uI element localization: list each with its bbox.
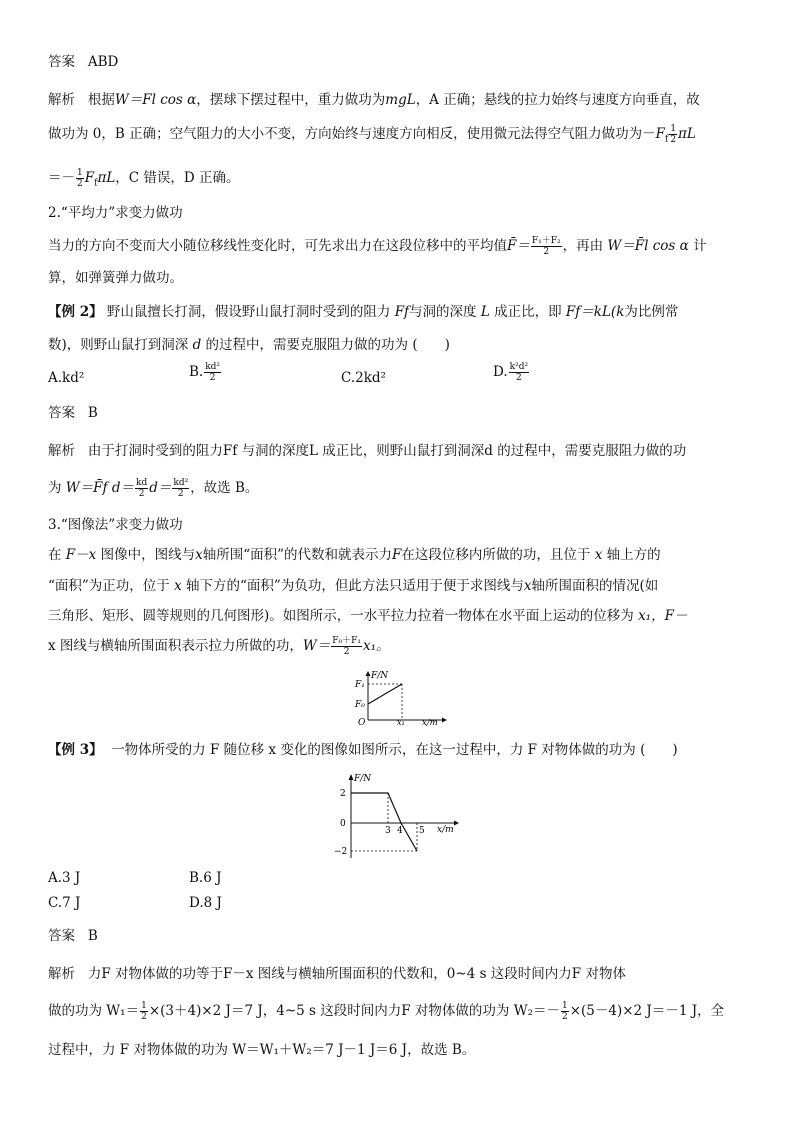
formula: πL	[97, 170, 116, 186]
option-letter: B.	[189, 364, 204, 380]
analysis-3-line-1	[48, 964, 626, 984]
x-axis-arrow	[442, 718, 447, 723]
numerator: 1	[77, 168, 83, 178]
denominator: 2	[670, 135, 677, 145]
tick-3: 3	[385, 826, 391, 836]
section-3-line-2	[48, 576, 658, 596]
option-b	[189, 362, 222, 383]
text: 轴上方的	[606, 547, 661, 563]
analysis-label: 解析	[48, 92, 75, 108]
text: 一物体所受的力 F 随位移 x 变化的图像如图所示，在这一过程中，力 F 对物体做的功为 ( )	[111, 742, 678, 758]
text: 根据	[87, 92, 115, 108]
formula: W＝F̄f d＝	[65, 480, 134, 496]
fraction	[509, 362, 529, 383]
formula: W＝Fl cos α	[114, 92, 197, 108]
section-2-heading: 2.“平均力”求变力做功	[48, 205, 183, 221]
formula: x	[174, 578, 182, 594]
formula: x	[594, 547, 603, 563]
fraction	[561, 1001, 569, 1022]
option-d	[493, 362, 530, 383]
analysis-2-line-2	[48, 478, 258, 499]
numerator: 1	[141, 1001, 147, 1011]
denominator: 2	[209, 373, 216, 383]
formula: F	[392, 547, 402, 563]
text: 成正比，即	[494, 304, 562, 320]
tick-0: 0	[340, 819, 346, 829]
x1-label: x₁	[397, 718, 405, 726]
text: 当力的方向不变而大小随位移线性变化时，可先求出力在这段位移中的平均值	[48, 238, 507, 254]
denominator: 2	[141, 1012, 147, 1022]
option-a: A.3 J	[48, 870, 81, 886]
formula: F－x	[65, 547, 97, 563]
figure-f-x-graph	[330, 770, 470, 862]
section-2-line-1	[48, 236, 707, 257]
text: 在这段位移内所做的功，且位于	[401, 547, 591, 563]
tick-minus-2: −2	[334, 847, 348, 857]
tick-5: 5	[419, 826, 425, 836]
numerator: kd	[135, 478, 148, 488]
formula: mgL	[385, 92, 416, 108]
text: 在	[48, 547, 62, 563]
analysis-label: 解析	[48, 966, 75, 982]
force-curve	[351, 793, 417, 851]
denominator: 2	[543, 247, 550, 257]
answer-label: 答案	[48, 54, 75, 70]
answer-line-3	[48, 926, 98, 946]
option-a: A.kd²	[48, 370, 85, 386]
denominator: 2	[177, 489, 184, 499]
y-axis-label: F/N	[354, 774, 372, 784]
analysis-3-line-2	[48, 1001, 724, 1022]
text: 数)，则野山鼠打到洞深	[48, 337, 189, 353]
option-c: C.7 J	[48, 895, 81, 911]
figure-f-x-linear	[352, 668, 448, 726]
section-3-line-4	[48, 636, 390, 657]
section-3-heading: 3.“图像法”求变力做功	[48, 517, 183, 533]
numerator: kd²	[205, 362, 221, 372]
answer-value: B	[87, 405, 98, 421]
fraction	[172, 478, 189, 499]
text: 为	[48, 480, 62, 496]
text: ，C 错误，D 正确。	[115, 170, 240, 186]
text: x 图线与横轴所围面积表示拉力所做的功，	[48, 638, 303, 654]
section-3-line-3	[48, 606, 687, 626]
text: 做功为 0，B 正确；空气阻力的大小不变，方向始终与速度方向相反，使用微元法得空气阻力做功为－	[48, 126, 656, 142]
formula: F	[84, 170, 95, 186]
text: 轴所围面积的情况(如	[531, 578, 659, 594]
formula: x	[523, 578, 532, 594]
numerator: F₁＋F₂	[531, 236, 561, 246]
answer-line-2	[48, 403, 98, 423]
fraction	[331, 636, 362, 657]
fraction	[76, 168, 84, 189]
text: 力F 对物体做的功等于F－x 图线与横轴所围面积的代数和，0~4 s 这段时间内力F 对物体	[87, 966, 626, 982]
formula: d	[192, 337, 202, 353]
tick-2: 2	[340, 789, 346, 799]
y-axis-label: F/N	[371, 671, 389, 681]
numerator: kd²	[173, 478, 189, 488]
analysis-label: 解析	[48, 443, 75, 459]
answer-label: 答案	[48, 405, 75, 421]
formula: W＝F̄l cos α	[607, 238, 689, 254]
denominator: 2	[77, 179, 83, 189]
text: 野山鼠擅长打洞，假设野山鼠打洞时受到的阻力	[106, 304, 391, 320]
option-letter: D.	[493, 364, 508, 380]
option-c: C.2kd²	[341, 370, 386, 386]
text: ＝－	[48, 170, 75, 186]
text: 由于打洞时受到的阻力Ff 与洞的深度L 成正比，则野山鼠打到洞深d 的过程中，需要克服阻力做的功	[87, 443, 687, 459]
x-axis-label: x/m	[422, 718, 438, 726]
formula: ，F－	[651, 608, 688, 624]
force-line	[368, 684, 402, 704]
fraction	[135, 478, 148, 499]
text: 计	[693, 238, 707, 254]
text: ，再由	[562, 238, 604, 254]
example-3-line-1	[48, 740, 678, 760]
analysis-line-1	[48, 90, 700, 110]
y-axis-arrow	[349, 774, 354, 780]
denominator: 2	[343, 647, 350, 657]
example-2-line-1	[48, 302, 678, 322]
text: ，摆球下摆过程中，重力做功为	[196, 92, 386, 108]
denominator: 2	[515, 373, 522, 383]
section-3-line-1	[48, 545, 661, 565]
formula: d＝	[149, 480, 172, 496]
analysis-line-2	[48, 124, 696, 150]
text: ，故选 B。	[190, 480, 259, 496]
formula: x₁。	[363, 638, 390, 654]
fraction	[669, 124, 677, 145]
text: 与洞的深度	[409, 304, 477, 320]
formula: Ff	[394, 304, 410, 320]
f0-label: F₀	[355, 700, 365, 710]
formula: F̄＝	[507, 238, 530, 254]
text: “面积”为正功，位于	[48, 578, 170, 594]
numerator: 1	[670, 124, 677, 134]
formula: x	[195, 547, 203, 563]
subscript: f	[94, 178, 98, 189]
answer-value: B	[87, 928, 98, 944]
numerator: F₀＋F₁	[332, 636, 362, 646]
tick-4: 4	[397, 826, 403, 836]
fraction	[531, 236, 562, 257]
text: ，A 正确；悬线的拉力始终与速度方向垂直，故	[415, 92, 700, 108]
analysis-3-line-3: 过程中，力 F 对物体做的功为 W＝W₁＋W₂＝7 J－1 J＝6 J，故选 B。	[48, 1042, 476, 1058]
example-label: 【例 3】	[48, 742, 103, 758]
example-2-line-2	[48, 335, 450, 355]
text: 三角形、矩形、圆等规则的几何图形)。如图所示，一水平拉力拉着一物体在水平面上运动的位移为	[48, 608, 634, 624]
text: 为比例常	[624, 304, 679, 320]
text: 图像中，图线与	[100, 547, 196, 563]
formula: F	[655, 126, 665, 142]
analysis-2-line-1	[48, 441, 686, 461]
formula: W＝	[302, 638, 331, 654]
formula: L	[480, 304, 490, 320]
answer-label: 答案	[48, 928, 75, 944]
text: 做的功为 W₁＝	[48, 1003, 140, 1019]
option-b: B.6 J	[189, 870, 222, 886]
denominator: 2	[561, 1012, 568, 1022]
formula: πL	[678, 126, 696, 142]
answer-line-1	[48, 52, 118, 72]
text: 轴下方的“面积”为负功，但此方法只适用于便于求图线与	[186, 578, 524, 594]
numerator: k²d²	[509, 362, 529, 372]
f1-label: F₁	[355, 680, 365, 690]
analysis-line-3	[48, 168, 240, 194]
section-2-line-2: 算，如弹簧弹力做功。	[48, 270, 183, 286]
x-axis-label: x/m	[437, 825, 454, 835]
denominator: 2	[138, 489, 145, 499]
text: ×(3＋4)×2 J＝7 J，4~5 s 这段时间内力F 对物体做的功为 W₂＝－	[148, 1003, 560, 1019]
x-axis-arrow	[454, 821, 459, 826]
text: 的过程中，需要克服阻力做的功为 ( )	[205, 337, 450, 353]
example-label: 【例 2】	[48, 304, 103, 320]
subscript: f	[664, 134, 669, 145]
option-d: D.8 J	[189, 895, 222, 911]
y-axis-arrow	[366, 671, 371, 676]
text: 轴所围“面积”的代数和就表示力	[202, 547, 393, 563]
numerator: 1	[561, 1001, 568, 1011]
text: ×(5－4)×2 J＝－1 J，全	[569, 1003, 725, 1019]
origin-label: O	[358, 718, 366, 726]
formula: x₁	[638, 608, 652, 624]
fraction	[140, 1001, 148, 1022]
formula: Ff＝kL(k	[565, 304, 625, 320]
fraction	[204, 362, 221, 383]
answer-value: ABD	[87, 54, 119, 70]
